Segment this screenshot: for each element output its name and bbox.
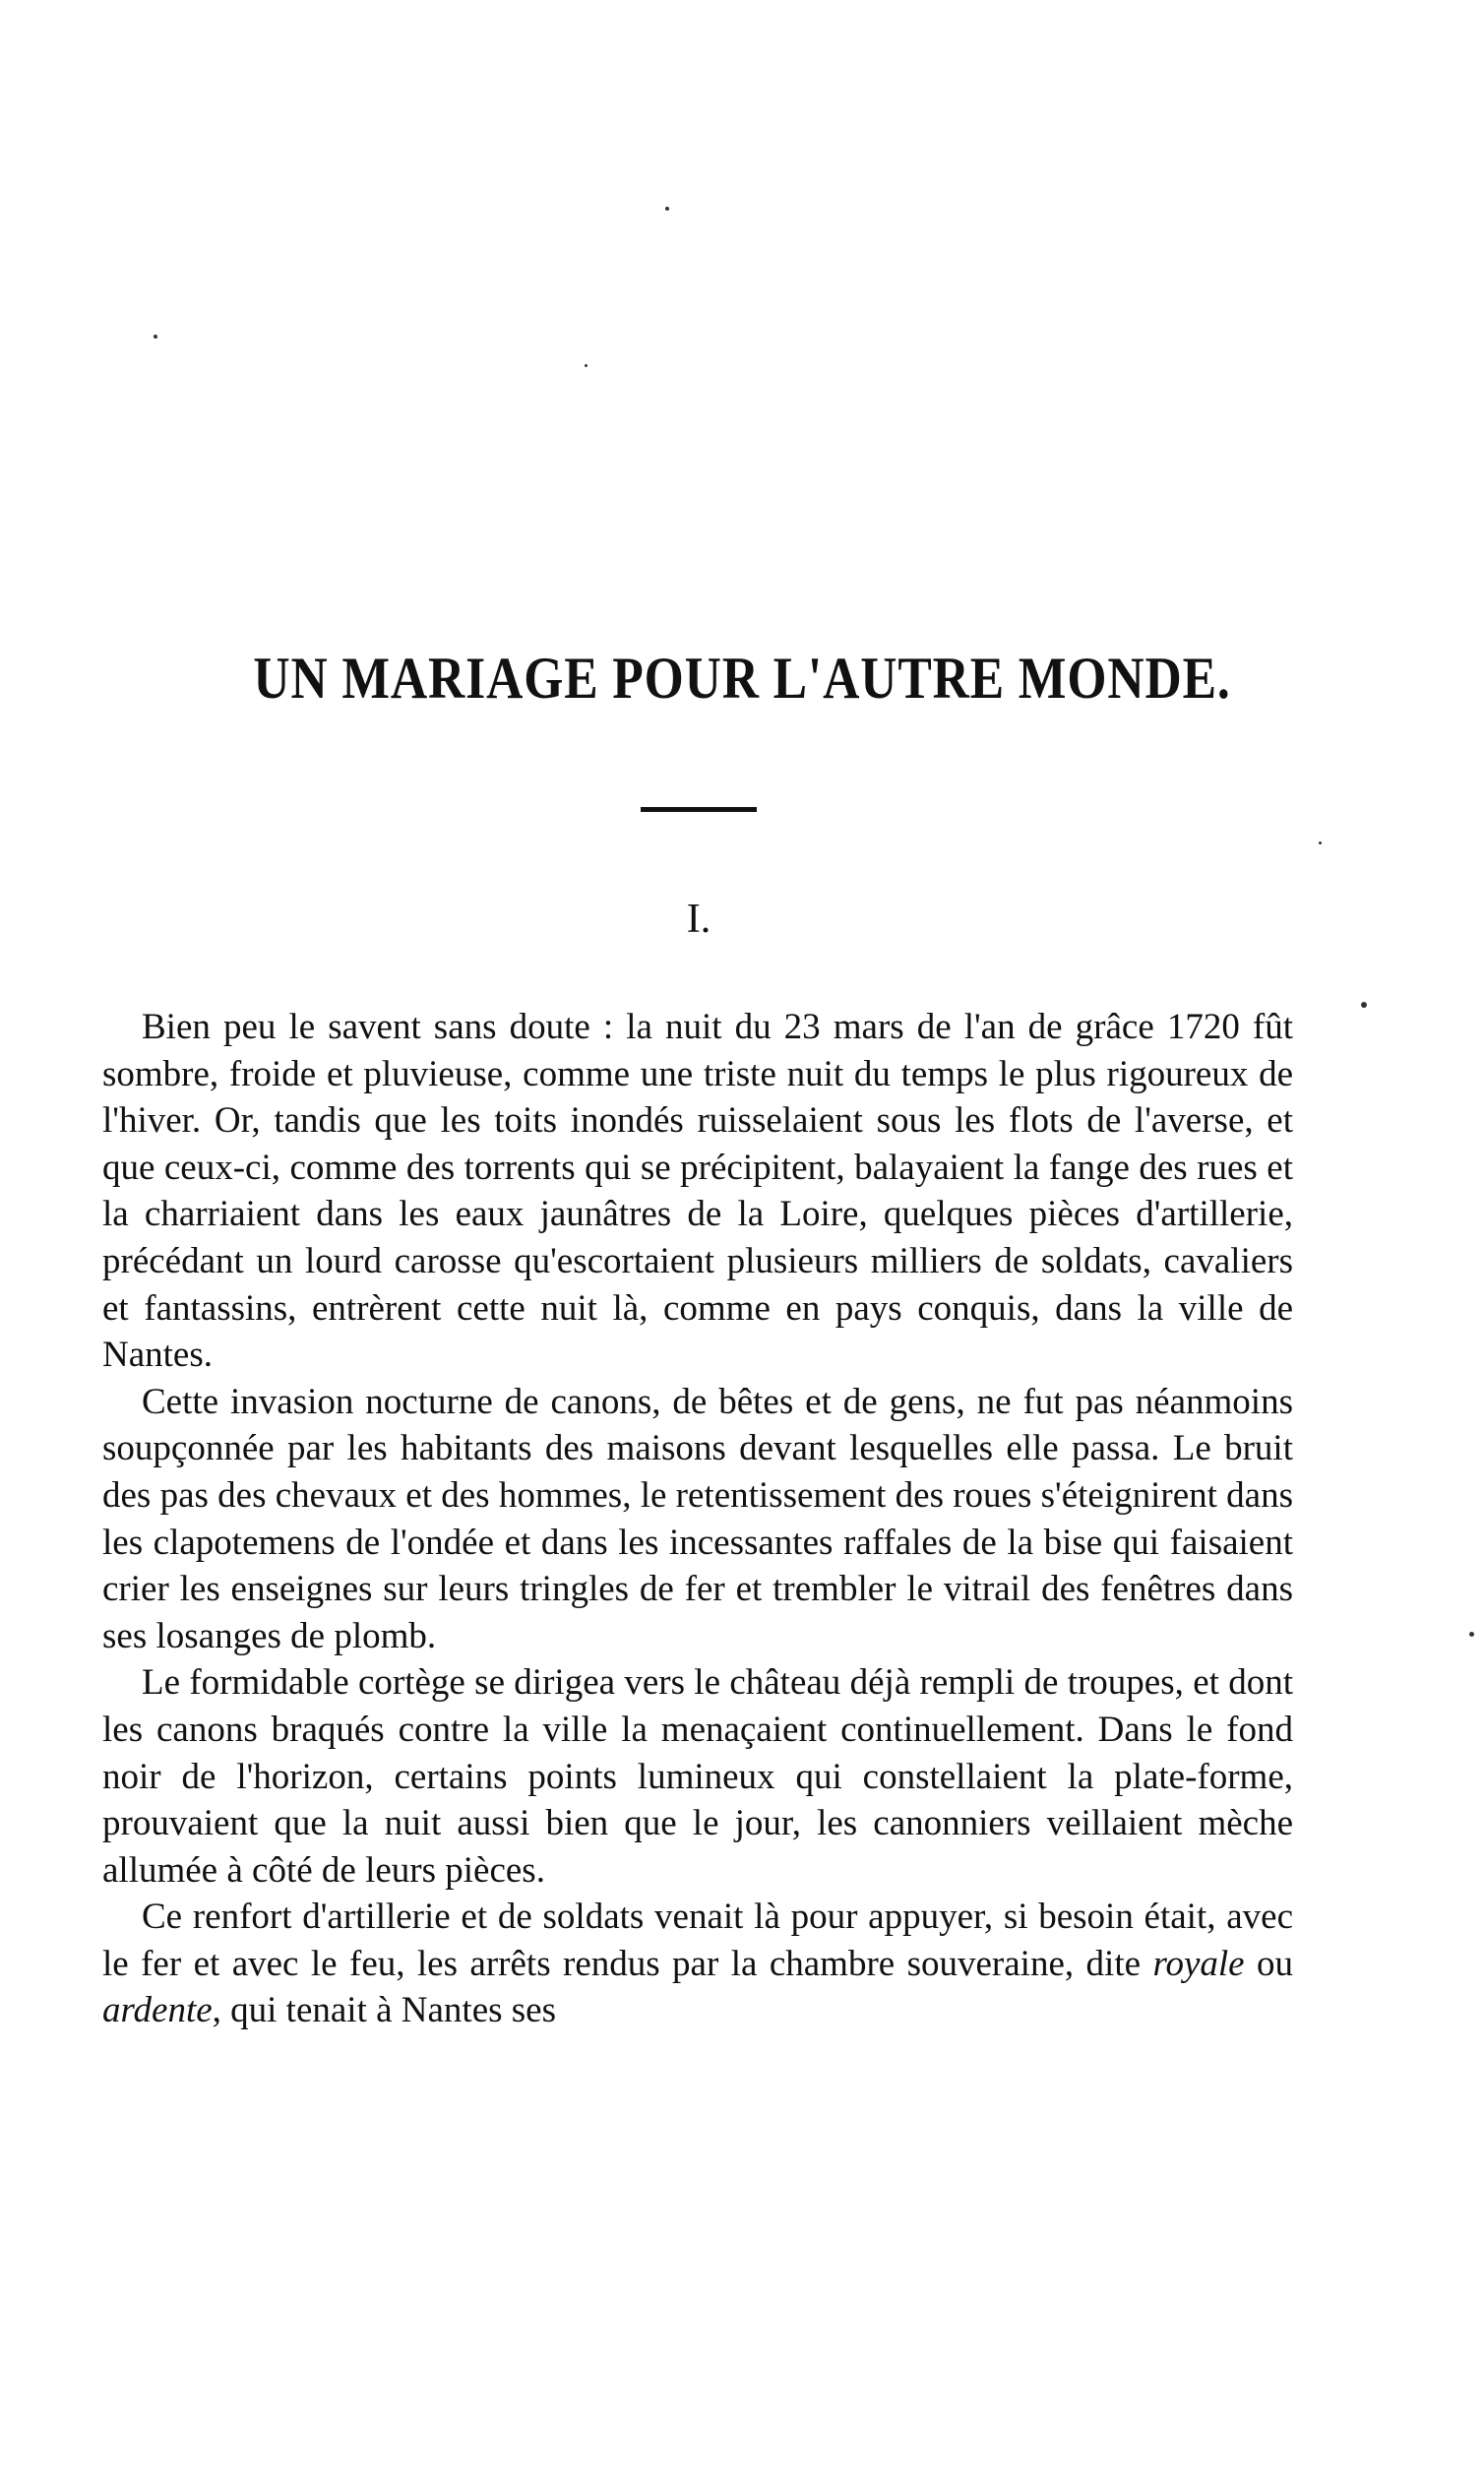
- title-divider-rule: [641, 807, 757, 812]
- paragraph-4-text-end: , qui tenait à Nantes ses: [212, 1990, 557, 2031]
- paragraph-3-text: Le formidable cortège se dirigea vers le château déjà rempli de troupes, et dont les canons braqués contre la ville la menaçaient continuellement. Dans le fond noir de l'horizon, certains points lumineux qui constellaient la plate-forme, prouvaient que la nuit aussi bien que le jour, les canonniers veillaient mèche allumée à côté de leurs pièces.: [102, 1662, 1293, 1891]
- paper-speck: [585, 364, 587, 367]
- paragraph-1: [102, 1004, 1293, 1379]
- paper-speck: [1469, 1632, 1474, 1637]
- italic-ardente: ardente: [102, 1990, 213, 2031]
- paragraph-4: [102, 1894, 1293, 2034]
- paper-speck: [1319, 841, 1322, 844]
- paragraph-4-text-middle: ou: [1244, 1943, 1294, 1984]
- section-number: I.: [686, 897, 711, 942]
- paragraph-4-text-start: Ce renfort d'artillerie et de soldats venait là pour appuyer, si besoin était, avec le fer et avec le feu, les arrêts rendus par la chambre souveraine, dite: [102, 1897, 1293, 1984]
- body-text: [102, 1004, 1293, 2034]
- paper-speck: [1361, 1002, 1367, 1008]
- paragraph-3: [102, 1659, 1293, 1894]
- paragraph-2: [102, 1379, 1293, 1660]
- paper-speck: [665, 207, 669, 211]
- paragraph-1-text: Bien peu le savent sans doute : la nuit du 23 mars de l'an de grâce 1720 fût sombre, froide et pluvieuse, comme une triste nuit du temps le plus rigoureux de l'hiver. Or, tandis que les toits inondés ruisselaient sous les flots de l'averse, et que ceux-ci, comme des torrents qui se précipitent, balayaient la fange des rues et la charriaient dans les eaux jaunâtres de la Loire, quelques pièces d'artillerie, précédant un lourd carosse qu'escortaient plusieurs milliers de soldats, cavaliers et fantassins, entrèrent cette nuit là, comme en pays conquis, dans la ville de Nantes.: [102, 1007, 1293, 1376]
- paper-speck: [154, 335, 157, 339]
- chapter-title: UN MARIAGE POUR L'AUTRE MONDE.: [253, 646, 1231, 711]
- italic-royale: royale: [1152, 1943, 1245, 1984]
- paragraph-2-text: Cette invasion nocturne de canons, de bêtes et de gens, ne fut pas néanmoins soupçonnée par les habitants des maisons devant lesquelles elle passa. Le bruit des pas des chevaux et des hommes, le retentissement des roues s'éteignirent dans les clapotemens de l'ondée et dans les incessantes raffales de la bise qui faisaient crier les enseignes sur leurs tringles de fer et trembler le vitrail des fenêtres dans ses losanges de plomb.: [102, 1381, 1293, 1656]
